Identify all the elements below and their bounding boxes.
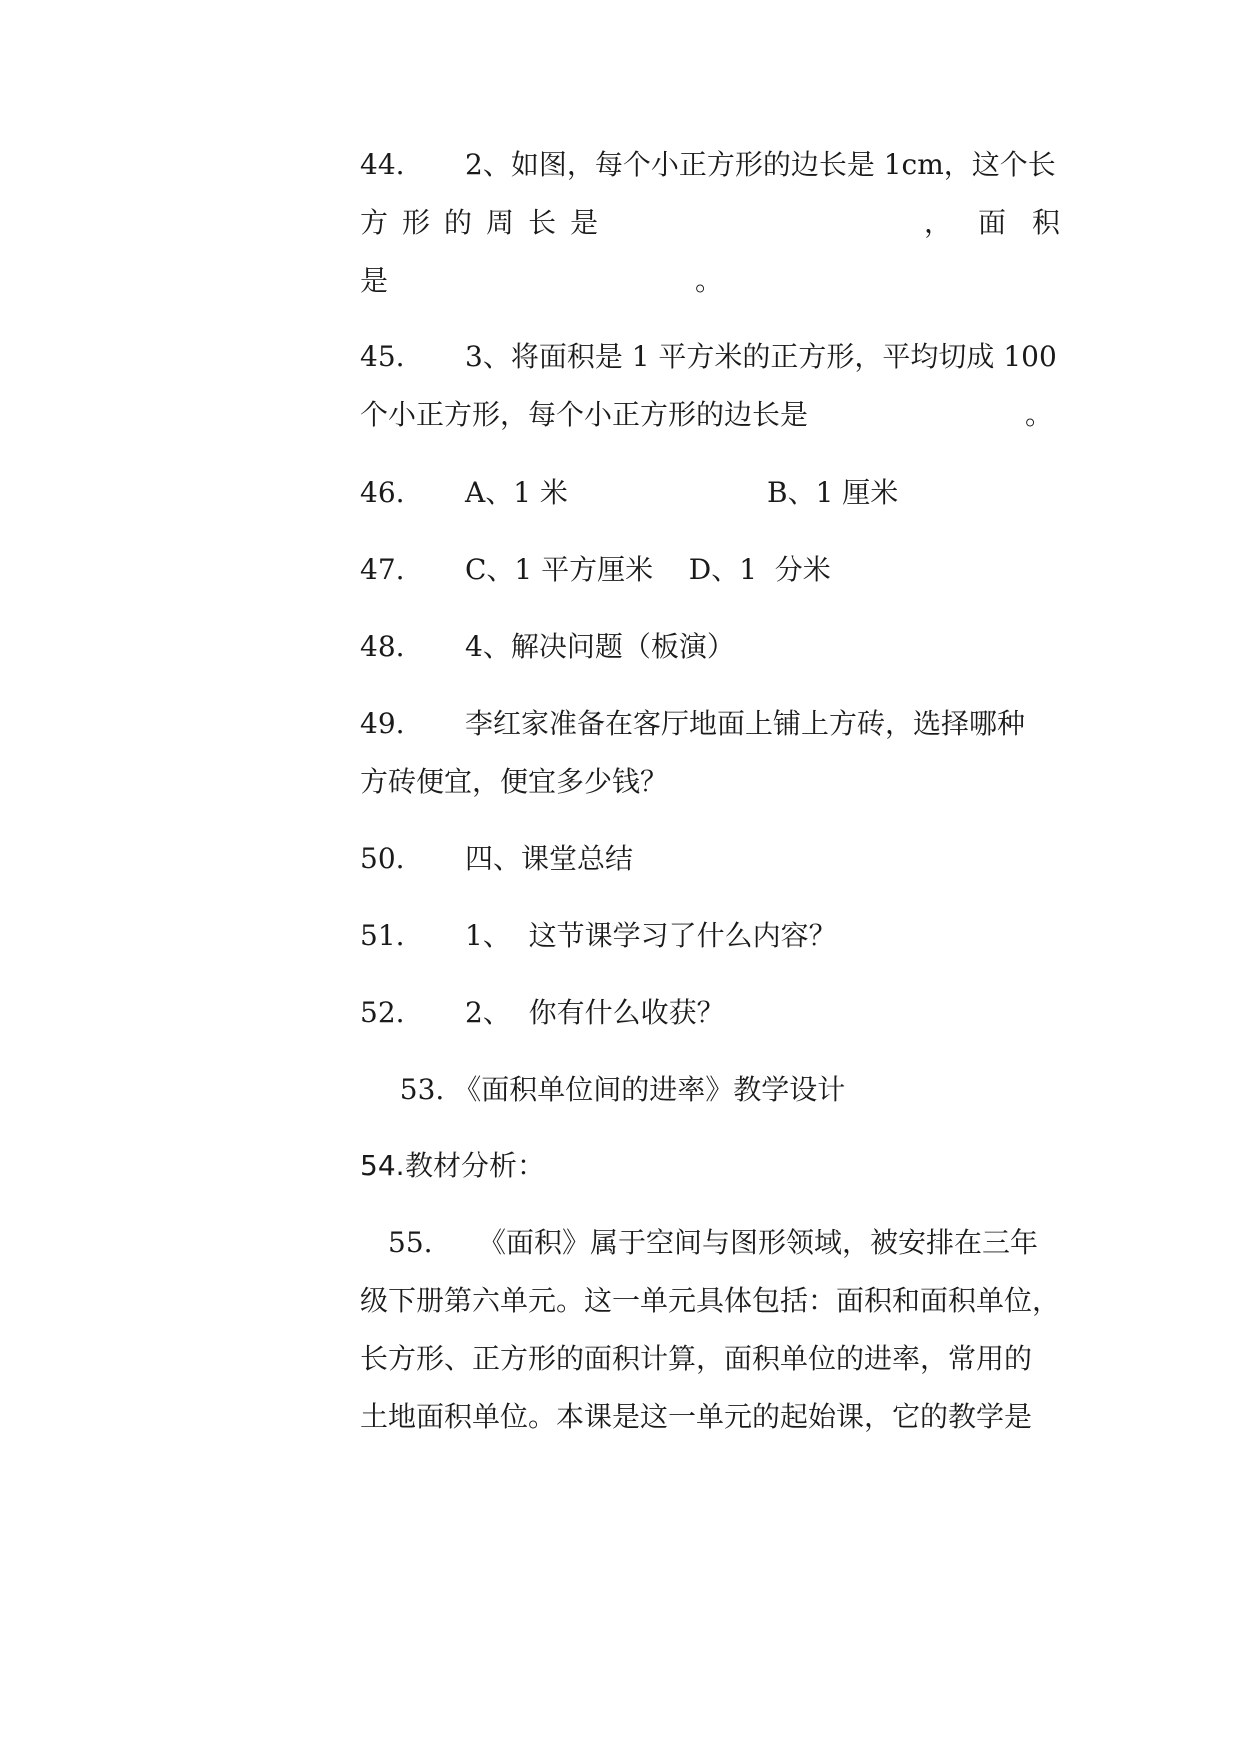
item-text: 2、如图，每个小正方形的边长是 1cm，这个长 (465, 148, 1056, 181)
fill-in-prompt-area: ， 面 积 (923, 206, 1060, 239)
paragraph-text: 长方形、正方形的面积计算，面积单位的进率，常用的 (360, 1342, 1033, 1375)
item-number: 44. (360, 148, 405, 181)
paragraph-number: 55. (388, 1226, 433, 1259)
item-number: 46. (360, 476, 405, 509)
paragraph-text: 级下册第六单元。这一单元具体包括：面积和面积单位， (360, 1284, 1061, 1317)
sentence-end: 。 (1025, 398, 1054, 431)
option-a: A、1 米 (465, 476, 568, 509)
document-heading: 53. 《面积单位间的进率》教学设计 (399, 1073, 846, 1106)
paragraph-text: 土地面积单位。本课是这一单元的起始课，它的教学是 (360, 1400, 1033, 1433)
item-number: 52. (360, 996, 405, 1029)
option-b: B、1 厘米 (767, 476, 899, 509)
section-heading (360, 1146, 1060, 1186)
item-text: 李红家准备在客厅地面上铺上方砖，选择哪种 (465, 707, 1026, 740)
item-text: 1、 这节课学习了什么内容？ (465, 919, 837, 952)
item-number: 49. (360, 707, 405, 740)
options-c-d: C、1 平方厘米 D、1 分米 (465, 553, 831, 586)
section-title: 教材分析： (405, 1149, 546, 1182)
section-number: 54. (360, 1149, 405, 1182)
continuation-text: 是 (360, 264, 389, 297)
continuation-text: 方砖便宜，便宜多少钱？ (360, 765, 669, 798)
item-text: 3、将面积是 1 平方米的正方形，平均切成 100 (465, 340, 1057, 373)
item-number: 45. (360, 340, 405, 373)
item-number: 51. (360, 919, 405, 952)
continuation-text: 个小正方形，每个小正方形的边长是 (360, 398, 809, 431)
item-text: 4、解决问题（板演） (465, 630, 735, 663)
paragraph-text: 《面积》属于空间与图形领域，被安排在三年 (478, 1226, 1039, 1259)
item-text: 四、课堂总结 (465, 842, 634, 875)
item-text: 2、 你有什么收获？ (465, 996, 725, 1029)
sentence-end: 。 (695, 264, 724, 297)
item-number: 48. (360, 630, 405, 663)
fill-in-prompt-perimeter: 方 形 的 周 长 是 (360, 206, 599, 239)
item-number: 47. (360, 553, 405, 586)
item-number: 50. (360, 842, 405, 875)
